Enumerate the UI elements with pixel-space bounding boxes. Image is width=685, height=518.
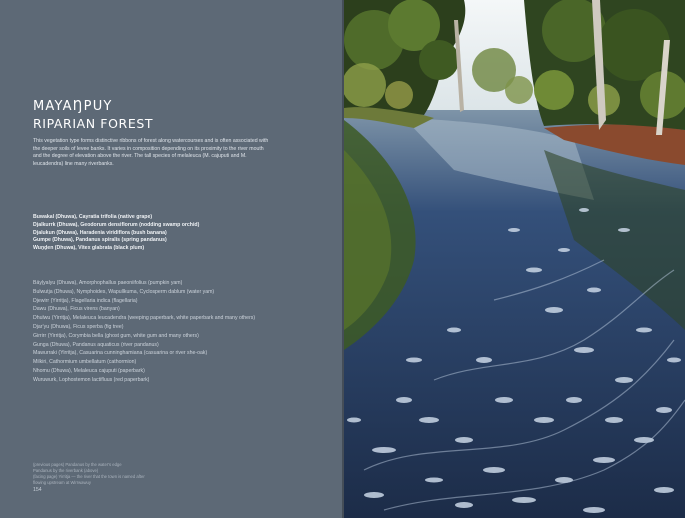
species-item: Dawu (Dhuwa), Ficus virens (banyan) [33,306,120,313]
foliage [534,70,574,110]
key-species-item: Gumpe (Dhuwa), Pandanus spiralis (spring pandanus) [33,237,167,244]
foliage [598,9,670,81]
species-item: Bäyḻyalyu (Dhuwa), Amorphophallus paeoniifolius (pumpkin yam) [33,280,183,286]
page-subtitle: RIPARIAN FOREST [33,116,154,131]
species-item: Girrirr (Yirritja), Corymbia bella (ghost gum, white gum and many others) [33,332,199,339]
page-title: MAYAŊPUY [33,99,113,114]
riparian-forest-photo [344,0,685,518]
key-species-item: Wuṉḏen (Dhuwa), Vitex glabrata (black plum) [33,245,145,252]
foliage [419,40,459,80]
species-item: Djewirr (Yirritja), Flagellaria indica (flagellaria) [33,297,138,304]
intro-paragraph: This vegetation type forms distinctive ribbons of forest along watercourses and is often associated with the deeper soils of levee banks. It varies in composition depending on its proximity to the river mouth and the degree of elevation above the river. The tall species of melaleuca (M. cajuputi and M. leucadendra) line many riverbanks. [33,138,269,167]
species-item: Milkiri, Cathormium umbellatum (cathormion) [33,359,137,366]
foliage [344,63,386,107]
river-scene [344,0,685,518]
caption-line: (facing page) Yirritja — the river that the town is named after [33,474,145,479]
key-species-list [33,214,303,253]
distant-tree [505,76,533,104]
caption-line: (previous pages) Pandanus by the water's edge [33,462,122,467]
page-number: 154 [33,487,42,493]
caption-line: flowing upstream at Wirrwawuy [33,480,91,485]
species-list [33,279,323,385]
caption-line: Pandanus by the riverbank (above) [33,468,99,473]
species-item: Wuruwurk, Lophostemon lactifluus (red paperbark) [33,376,150,383]
species-item: Bulwutja (Dhuwa), Nymphoides, Wapullkuma, Cyclosperm dablum (water yam) [33,288,215,295]
species-item: Dhulwu (Yirritja), Melaleuca leucadendra (weeping paperbark, white paperbark and many others) [33,315,256,322]
key-species-item: Djalkurrk (Dhuwa), Geodorum densiflorum (nodding swamp orchid) [33,221,200,228]
key-species-item: Djalukun (Dhuwa), Haradenia viridiflora (bush banana) [33,229,167,236]
foliage [385,81,413,109]
photo-caption [33,462,233,486]
species-item: Mawurraki (Yirritja), Casuarina cunninghamiana (casuarina or river she-oak) [33,350,208,357]
species-item: Gunga (Dhuwa), Pandanus aquaticus (river pandanus) [33,341,159,348]
species-item: Djarʼyu (Dhuwa), Ficus sperba (fig tree) [33,323,124,330]
species-item: Nhomu (Dhuwa), Melaleuca cajuputi (paperbark) [33,367,145,374]
key-species-item: Buwakal (Dhuwa), Cayratia trifolia (native grape) [33,214,153,220]
